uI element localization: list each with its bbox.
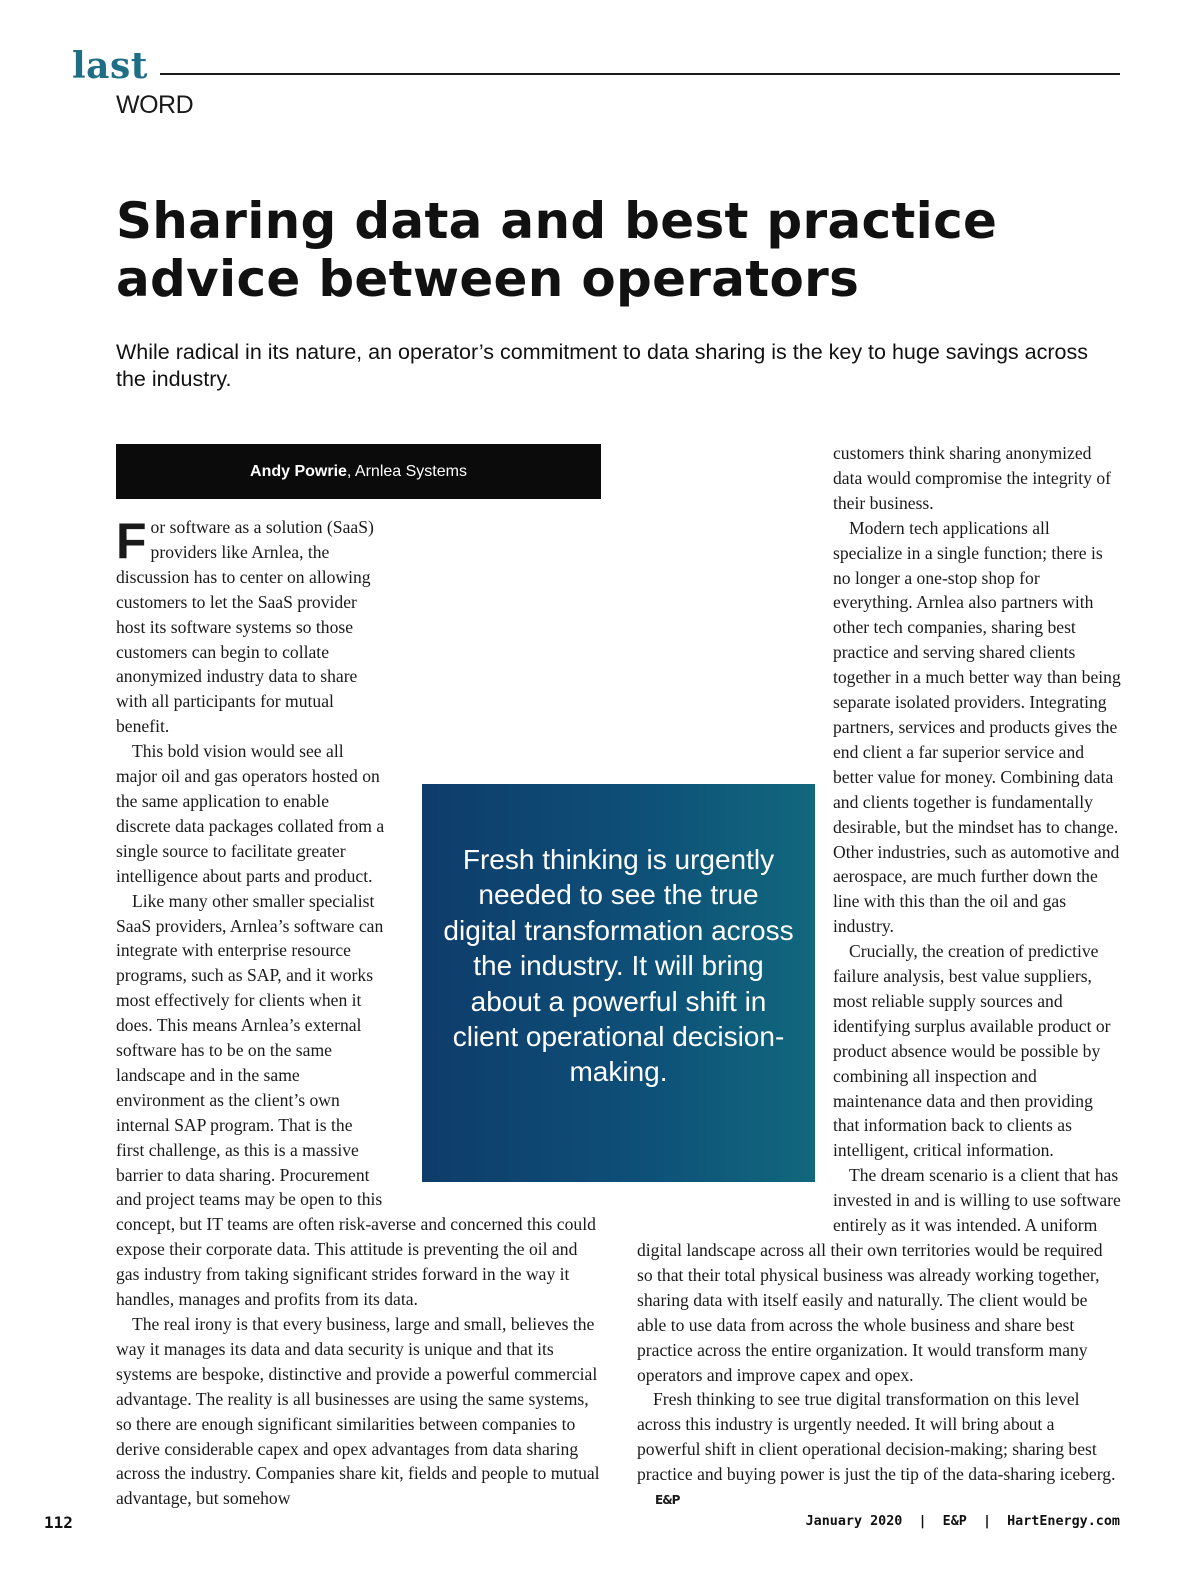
paragraph: Crucially, the creation of predictive failure analysis, best value suppliers, most reliable supply sources and identifying surplus available product or product absence would be possible by combining all inspection and maintenance data and then providing that information back to clients as intelligent, critical information. bbox=[833, 941, 1111, 1161]
paragraph bbox=[116, 515, 600, 739]
drop-cap: F bbox=[116, 513, 147, 569]
article-headline: Sharing data and best practice advice between operators bbox=[116, 192, 998, 308]
article-deck: While radical in its nature, an operator’s commitment to data sharing is the key to huge savings across the industry. bbox=[116, 340, 1088, 391]
paragraph bbox=[637, 1387, 1121, 1512]
byline-bar bbox=[116, 444, 601, 499]
paragraph: customers think sharing anonymized data would compromise the integrity of their business. bbox=[833, 443, 1112, 513]
pull-quote: Fresh thinking is urgently needed to see the true digital transformation across the industry. It will bring about a powerful shift in client operational decision-making. bbox=[422, 784, 815, 1182]
paragraph-text: or software as a solution (SaaS) providers like Arnlea, the discussion has to center on allowing customers to let the SaaS provider host its software systems so those customers can begin to collate anonymized industry data to share with all participants for mutual benefit. bbox=[116, 517, 374, 737]
issue-footer: January 2020 | E&P | HartEnergy.com bbox=[805, 1514, 1120, 1529]
end-mark-logo: E&P bbox=[655, 1493, 680, 1508]
paragraph: This bold vision would see all major oil and gas operators hosted on the same application to enable discrete data packages collated from a single source to facilitate greater intelligence about parts and product. bbox=[116, 741, 385, 886]
paragraph: Modern tech applications all specialize in a single function; there is no longer a one-stop shop for everything. Arnlea also partners with other tech companies, sharing best practice and serving shared clients together in a much better way than being separate isolated providers. Integrating partners, services and products gives the end client a far superior service and better value for money. Combining data and clients together is fundamentally desirable, but the mindset has to change. Other industries, such as automotive and aerospace, are much further down the line with this than the oil and gas industry. bbox=[833, 517, 1121, 937]
byline-author: Andy Powrie bbox=[250, 463, 347, 480]
byline-affiliation: , Arnlea Systems bbox=[346, 463, 467, 480]
section-label: WORD bbox=[116, 91, 194, 119]
paragraph: Like many other smaller specialist SaaS providers, Arnlea’s software can integrate with enterprise resource programs, such as SAP, and it works most effectively for clients when it does. This means Arnlea’s external software has to be on the same landscape and in the same environment as the client’s own internal SAP program. That is the first challenge, as this is a massive barrier to data sharing. Procurement and project teams may be open to this concept, but IT teams are often risk-averse and concerned this could expose their corporate data. This attitude is preventing the oil and gas industry from taking significant strides forward in the way it handles, manages and profits from its data. bbox=[116, 890, 596, 1310]
paragraph: The dream scenario is a client that has invested in and is willing to use software entirely as it was intended. A uniform digital landscape across all their own territories would be required so that their total physical business was already working together, sharing data with itself easily and naturally. The client would be able to use data from across the whole business and share best practice across the entire organization. It would transform many operators and improve capex and opex. bbox=[637, 1165, 1121, 1385]
section-kicker: last bbox=[72, 45, 148, 87]
page-number: 112 bbox=[44, 1513, 73, 1532]
section-rule bbox=[160, 73, 1120, 75]
paragraph-text: Fresh thinking to see true digital transformation on this level across this industry is urgently needed. It will bring about a powerful shift in client operational decision-making; sharing best practice and buying power is just the tip of the data-sharing iceberg. bbox=[637, 1389, 1116, 1485]
paragraph: The real irony is that every business, large and small, believes the way it manages its data and data security is unique and that its systems are bespoke, distinctive and provide a powerful commercial advantage. The reality is all businesses are using the same systems, so there are enough significant similarities between companies to derive considerable capex and opex advantages from data sharing across the industry. Companies share kit, fields and people to mutual advantage, but somehow bbox=[116, 1314, 600, 1509]
